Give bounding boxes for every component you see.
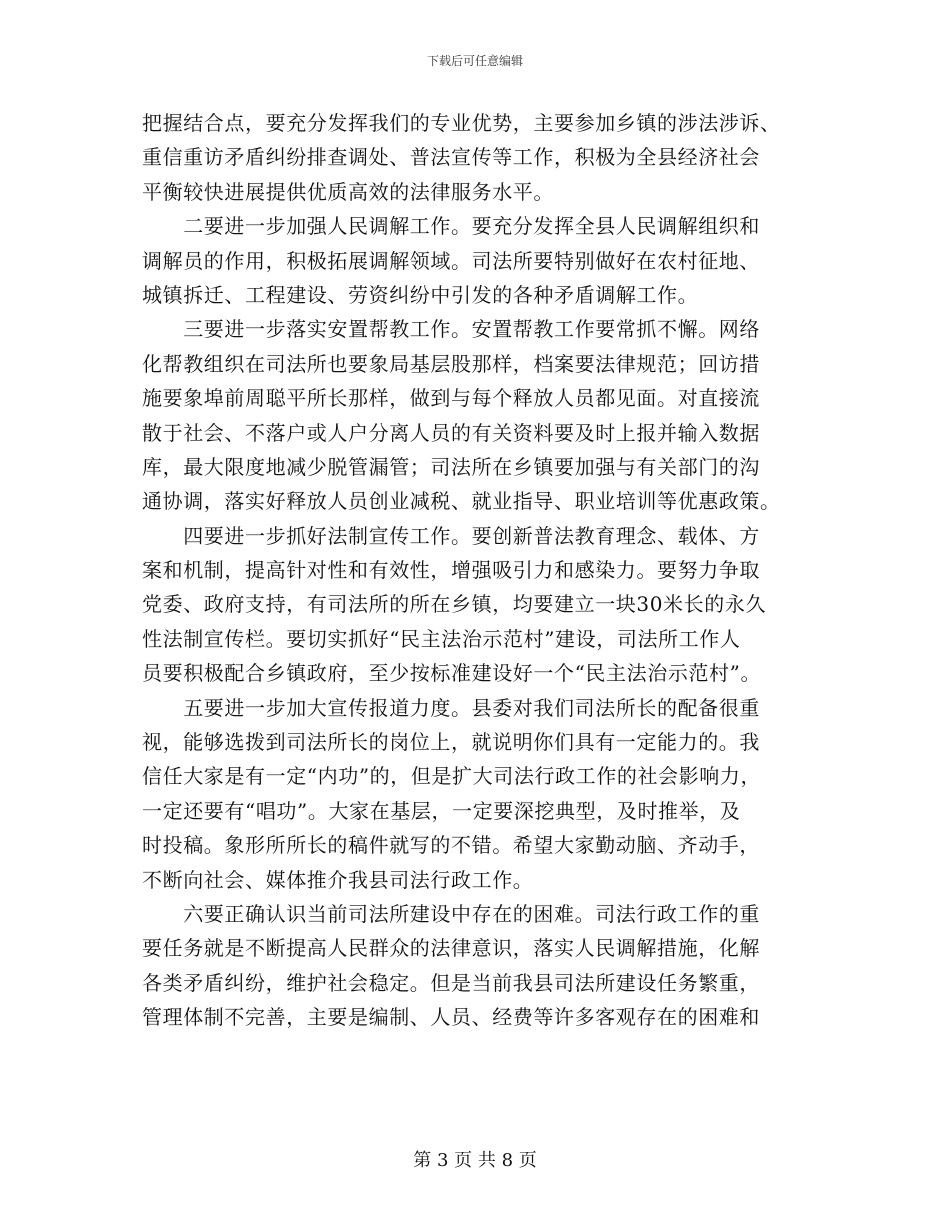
- page-number-footer: 第 3 页 共 8 页: [413, 1150, 537, 1171]
- text-line: 员要积极配合乡镇政府，至少按标准建设好一个“民主法治示范村”。: [142, 661, 762, 686]
- text-line: 把握结合点，要充分发挥我们的专业优势，主要参加乡镇的涉法涉诉、: [142, 111, 781, 135]
- text-line: 城镇拆迁、工程建设、劳资纠纷中引发的各种矛盾调解工作。: [142, 282, 699, 307]
- text-line: 时投稿。象形所所长的稿件就写的不错。希望大家勤动脑、齐动手，: [142, 833, 760, 858]
- text-line: 散于社会、不落户或人户分离人员的有关资料要及时上报并输入数据: [142, 420, 760, 445]
- text-line: 六要正确认识当前司法所建设中存在的困难。司法行政工作的重: [142, 901, 760, 926]
- text-line: 通协调，落实好释放人员创业减税、就业指导、职业培训等优惠政策。: [142, 489, 781, 514]
- text-line: 性法制宣传栏。要切实抓好“民主法治示范村”建设，司法所工作人: [142, 626, 741, 651]
- text-line: 库，最大限度地减少脱管漏管；司法所在乡镇要加强与有关部门的沟: [142, 454, 760, 479]
- text-line: 信任大家是有一定“内功”的，但是扩大司法行政工作的社会影响力，: [142, 764, 762, 789]
- text-line: 要任务就是不断提高人民群众的法律意识，落实人民调解措施，化解: [142, 936, 760, 961]
- text-line: 五要进一步加大宣传报道力度。县委对我们司法所长的配备很重: [142, 695, 760, 720]
- text-line: 党委、政府支持，有司法所的所在乡镇，均要建立一块30米长的永久: [142, 592, 767, 617]
- text-line: 化帮教组织在司法所也要象局基层股那样，档案要法律规范；回访措: [142, 351, 760, 376]
- text-line: 不断向社会、媒体推介我县司法行政工作。: [142, 867, 534, 892]
- text-line: 管理体制不完善，主要是编制、人员、经费等许多客观存在的困难和: [142, 1005, 760, 1030]
- text-line: 二要进一步加强人民调解工作。要充分发挥全县人民调解组织和: [142, 214, 760, 239]
- text-line: 平衡较快进展提供优质高效的法律服务水平。: [142, 179, 554, 204]
- text-line: 一定还要有“唱功”。大家在基层，一定要深挖典型，及时推举，及: [142, 798, 741, 823]
- text-line: 重信重访矛盾纠纷排查调处、普法宣传等工作，积极为全县经济社会: [142, 145, 760, 170]
- text-line: 视，能够选拨到司法所长的岗位上，就说明你们具有一定能力的。我: [142, 730, 760, 755]
- text-line: 各类矛盾纠纷，维护社会稳定。但是当前我县司法所建设任务繁重，: [142, 970, 760, 995]
- page-header: 下载后可任意编辑: [426, 54, 523, 68]
- text-line: 三要进一步落实安置帮教工作。安置帮教工作要常抓不懈。网络: [142, 317, 760, 342]
- document-body: [142, 106, 812, 1035]
- text-line: 施要象埠前周聪平所长那样，做到与每个释放人员都见面。对直接流: [142, 386, 760, 411]
- text-line: 调解员的作用，积极拓展调解领域。司法所要特别做好在农村征地、: [142, 248, 760, 273]
- text-line: 四要进一步抓好法制宣传工作。要创新普法教育理念、载体、方: [142, 523, 760, 548]
- text-line: 案和机制，提高针对性和有效性，增强吸引力和感染力。要努力争取: [142, 558, 760, 583]
